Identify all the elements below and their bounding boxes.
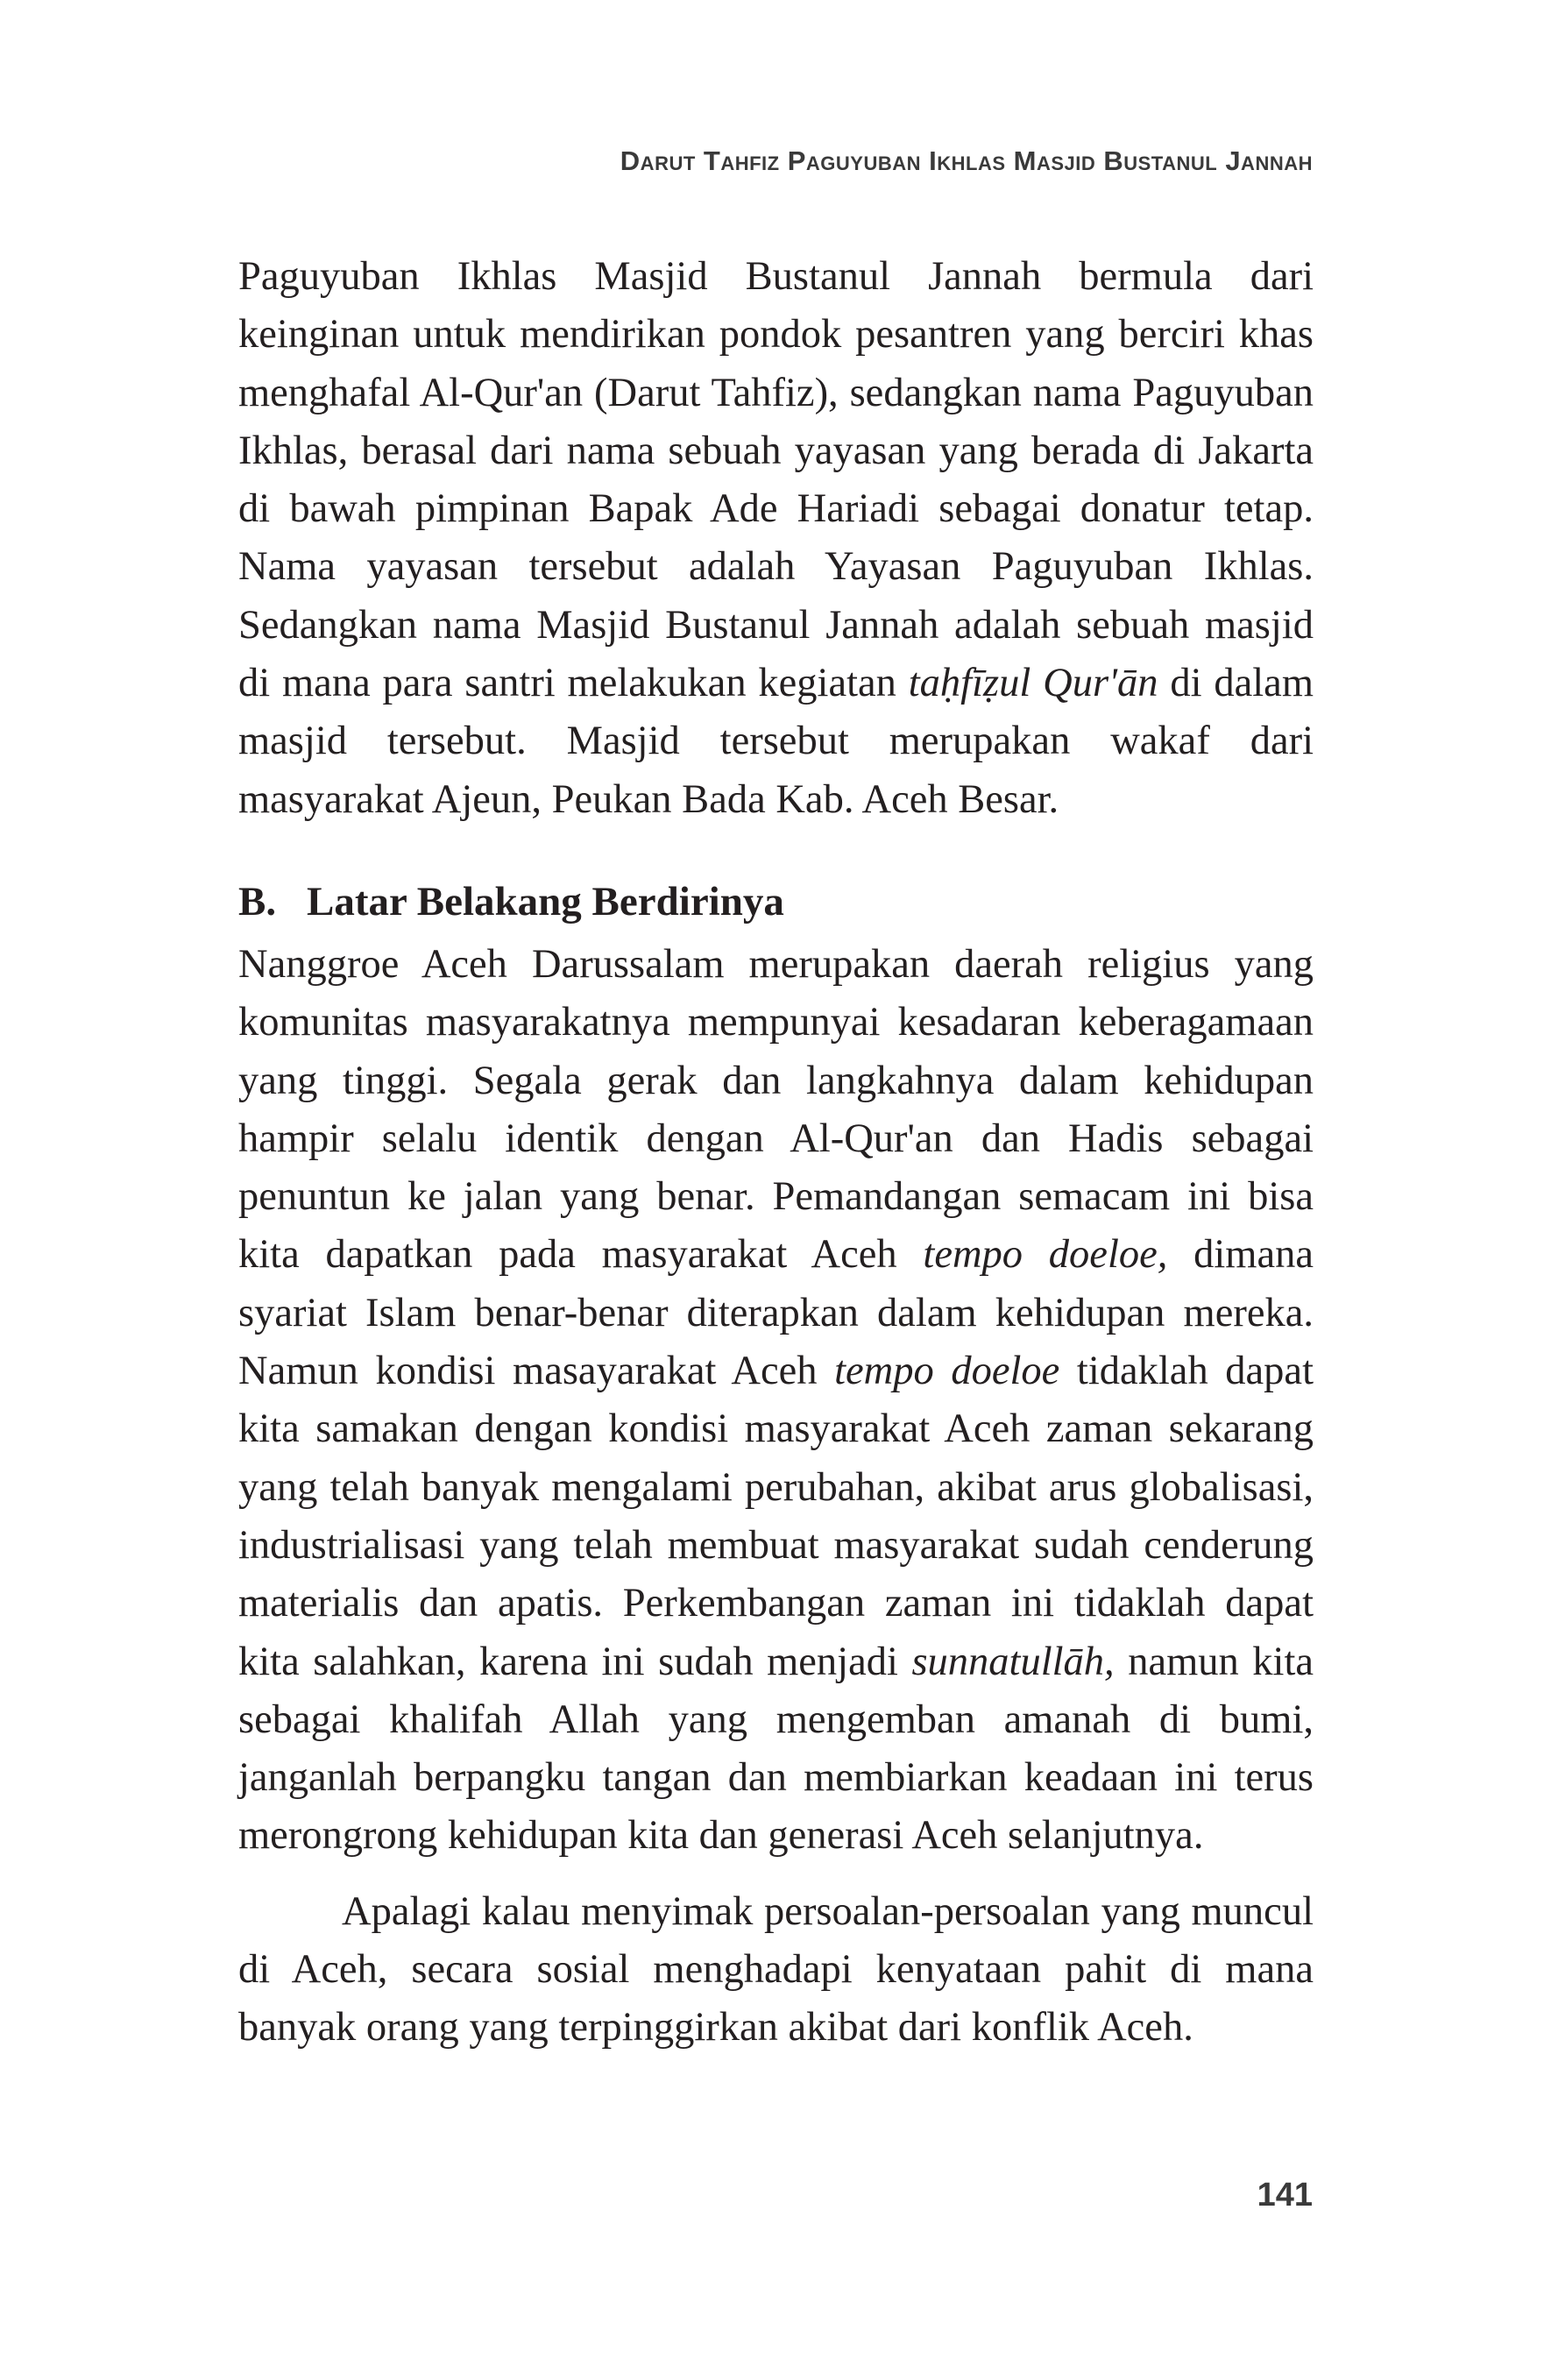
section-number: B. <box>238 878 277 924</box>
section-heading <box>238 873 1314 931</box>
paragraph-text: Paguyuban Ikhlas Masjid Bustanul Jannah bermula dari keinginan untuk mendirikan pondok pesantren yang berciri khas menghafal Al-Qur'an (Darut Tahfiz), sedangkan nama Paguyuban Ikhlas, berasal dari nama sebuah yayasan yang berada di Jakarta di bawah pimpinan Bapak Ade Hariadi sebagai donatur tetap. Nama yayasan tersebut adalah Yayasan Paguyuban Ikhlas. Sedangkan nama Masjid Bustanul Jannah adalah sebuah masjid di mana para santri melakukan kegiatan <box>238 254 1314 706</box>
paragraph-text: dimana syariat Islam benar-benar diterapkan dalam kehidupan mereka. Namun kondisi masayarakat Aceh <box>238 1232 1314 1394</box>
paragraph-text: namun kita sebagai khalifah Allah yang mengemban amanah di bumi, janganlah berpangku tangan dan membiarkan keadaan ini terus merongrong kehidupan kita dan generasi Aceh selanjutnya. <box>238 1639 1314 1859</box>
italic-term: tempo doeloe, <box>923 1232 1168 1278</box>
italic-term: taḥfīẓul Qur'ān <box>908 661 1158 706</box>
page-number: 141 <box>1257 2177 1313 2214</box>
paragraph-background <box>238 936 1314 1866</box>
italic-term: sunnatullāh, <box>911 1639 1115 1684</box>
paragraph-continued <box>238 1883 1314 2058</box>
paragraph-text: tidaklah dapat kita samakan dengan kondisi masyarakat Aceh zaman sekarang yang telah banyak mengalami perubahan, akibat arus globalisasi, industrialisasi yang telah membuat masyarakat sudah cenderung materialis dan apatis. Perkembangan zaman ini tidaklah dapat kita salahkan, karena ini sudah menjadi <box>238 1349 1314 1684</box>
page-content <box>238 248 1314 2058</box>
running-header: Darut Tahfiz Paguyuban Ikhlas Masjid Bustanul Jannah <box>620 145 1313 176</box>
paragraph-intro <box>238 248 1314 829</box>
section-title: Latar Belakang Berdirinya <box>307 878 784 924</box>
italic-term: tempo doeloe <box>834 1349 1060 1394</box>
paragraph-text: Nanggroe Aceh Darussalam merupakan daerah religius yang komunitas masyarakatnya mempunyai kesadaran keberagamaan yang tinggi. Segala gerak dan langkahnya dalam kehidupan hampir selalu identik dengan Al-Qur'an dan Hadis sebagai penuntun ke jalan yang benar. Pemandangan semacam ini bisa kita dapatkan pada masyarakat Aceh <box>238 941 1314 1278</box>
paragraph-text: Apalagi kalau menyimak persoalan-persoalan yang muncul di Aceh, secara sosial menghadapi kenyataan pahit di mana banyak orang yang terpinggirkan akibat dari konflik Aceh. <box>238 1888 1314 2051</box>
paragraph-text: di dalam masjid tersebut. Masjid tersebut merupakan wakaf dari masyarakat Ajeun, Peukan Bada Kab. Aceh Besar. <box>238 661 1314 822</box>
